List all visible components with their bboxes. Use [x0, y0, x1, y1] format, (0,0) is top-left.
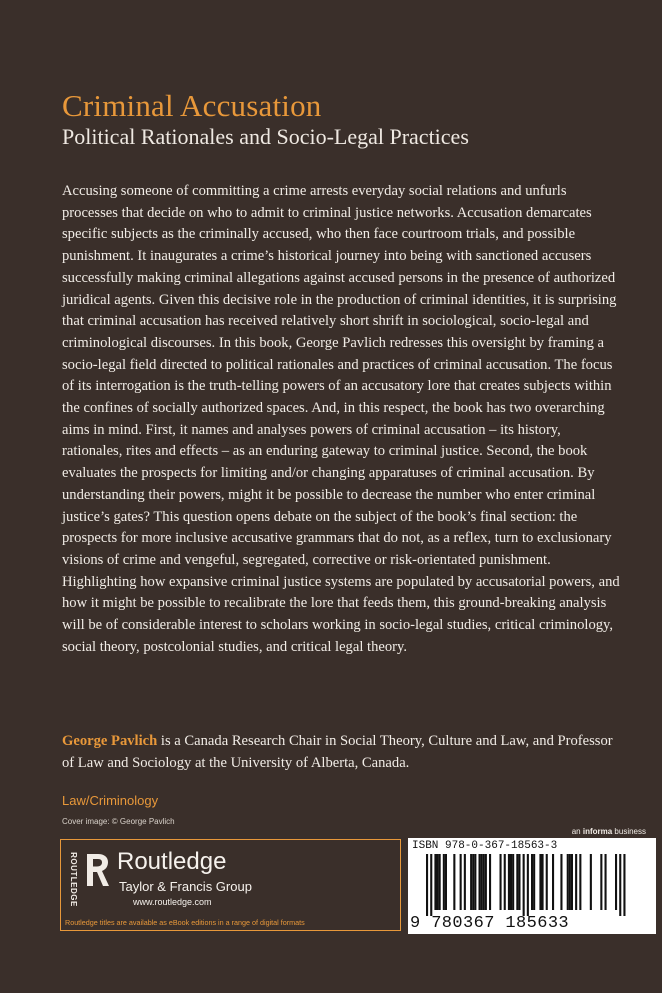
- barcode-bar: [567, 854, 569, 910]
- book-title: Criminal Accusation: [62, 88, 322, 123]
- ebook-availability-note: Routledge titles are available as eBook editions in a range of digital formats: [65, 918, 305, 927]
- barcode-bar: [483, 854, 485, 910]
- barcode-bar: [600, 854, 602, 910]
- author-bio-text: is a Canada Research Chair in Social Theory, Culture and Law, and Professor of Law and Sociology at the University of Alberta, Canada.: [62, 733, 613, 771]
- barcode-bar: [623, 854, 625, 916]
- barcode-bar: [546, 854, 548, 910]
- cover-image-credit: Cover image: © George Pavlich: [62, 817, 175, 826]
- barcode-bar: [539, 854, 541, 910]
- barcode-bar: [605, 854, 607, 910]
- barcode-bar: [434, 854, 436, 910]
- barcode-bar: [426, 854, 428, 916]
- barcode-bar: [489, 854, 491, 910]
- barcode-bar: [443, 854, 445, 910]
- barcode-number: 9 780367 185633: [410, 914, 570, 933]
- barcode-bar: [531, 854, 533, 910]
- informa-business-tag: [572, 827, 646, 836]
- barcode-bar: [619, 854, 621, 916]
- barcode-bar: [500, 854, 502, 910]
- barcode-bar: [527, 854, 529, 916]
- barcode-bar: [439, 854, 441, 910]
- barcode-bar: [472, 854, 474, 910]
- barcode-bar: [590, 854, 592, 910]
- author-name: George Pavlich: [62, 733, 158, 749]
- barcode-bar: [508, 854, 510, 910]
- barcode-bar: [560, 854, 562, 910]
- informa-suffix: business: [612, 827, 646, 836]
- barcode-bar: [510, 854, 512, 910]
- barcode-box: [408, 838, 656, 934]
- informa-brand: informa: [582, 827, 613, 836]
- routledge-vertical-logo: [65, 850, 81, 908]
- publisher-box: [60, 839, 401, 931]
- book-description: Accusing someone of committing a crime arrests everyday social relations and unfurls processes that decide on who to admit to criminal justice networks. Accusation demarcates specific subjects as the criminally accused, who then face courtroom trials, and possible punishment. It inaugurates a crime’s historical journey into being with sanctioned accusers successfully making criminal allegations against accused persons in the presence of authorized juridical agents. Given this decisive role in the production of criminal identities, it is surprising that criminal accusation has received relatively short shrift in sociological, socio-legal and criminological discourses. In this book, George Pavlich redresses this oversight by framing a socio-legal field directed to political rationales and practices of criminal accusation. The focus of its interrogation is the truth-telling powers of an accusatory lore that creates subjects within the confines of socially authorized spaces. And, in this respect, the book has two overarching aims in mind. First, it names and analyses powers of criminal accusation – its history, rationales, rites and effects – as an enduring gateway to criminal justice. Second, the book evaluates the prospects for limiting and/or changing apparatuses of criminal accusation. By understanding their powers, might it be possible to decrease the number who enter criminal justice’s gates? This question opens debate on the subject of the book’s final section: the prospects for more inclusive accusative grammars that do not, as a reflex, turn to exclusionary visions of crime and vengeful, segregated, corrective or risk-orientated punishment. Highlighting how expansive criminal justice systems are populated by accusatorial powers, and how it might be possible to recalibrate the lore that feeds them, this ground-breaking analysis will be of considerable interest to scholars working in socio-legal studies, critical criminology, social theory, postcolonial studies, and critical legal theory.: [62, 183, 620, 655]
- barcode-bar: [460, 854, 462, 910]
- barcode-bar: [504, 854, 506, 910]
- subject-category: Law/Criminology: [62, 793, 159, 808]
- barcode-bar: [615, 854, 617, 910]
- routledge-logo-icon: [83, 850, 111, 890]
- barcode-bar: [481, 854, 483, 910]
- barcode-bar: [430, 854, 432, 916]
- barcode-bar: [485, 854, 487, 910]
- author-bio: [62, 731, 622, 774]
- barcode-bar: [542, 854, 544, 910]
- routledge-vertical-text: ROUTLEDGE: [68, 851, 78, 907]
- barcode-bar: [470, 854, 472, 910]
- barcode-graphic: [426, 854, 638, 916]
- book-subtitle: Political Rationales and Socio-Legal Practices: [62, 124, 469, 149]
- barcode-bar: [518, 854, 520, 910]
- publisher-group: Taylor & Francis Group: [119, 879, 252, 894]
- barcode-bar: [571, 854, 573, 910]
- barcode-bar: [474, 854, 476, 910]
- barcode-bar: [575, 854, 577, 910]
- barcode-bar: [552, 854, 554, 910]
- barcode-bar: [464, 854, 466, 910]
- barcode-bar: [453, 854, 455, 910]
- publisher-name: Routledge: [117, 848, 227, 875]
- barcode-bar: [437, 854, 439, 910]
- informa-prefix: an: [571, 827, 583, 836]
- publisher-url: www.routledge.com: [133, 897, 212, 907]
- barcode-bar: [516, 854, 518, 910]
- isbn-label: ISBN 978-0-367-18563-3: [412, 840, 558, 852]
- barcode-bar: [579, 854, 581, 910]
- barcode-bar: [569, 854, 571, 910]
- barcode-bar: [445, 854, 447, 910]
- barcode-bar: [533, 854, 535, 910]
- barcode-bar: [523, 854, 525, 916]
- barcode-bar: [512, 854, 514, 910]
- barcode-bar: [479, 854, 481, 910]
